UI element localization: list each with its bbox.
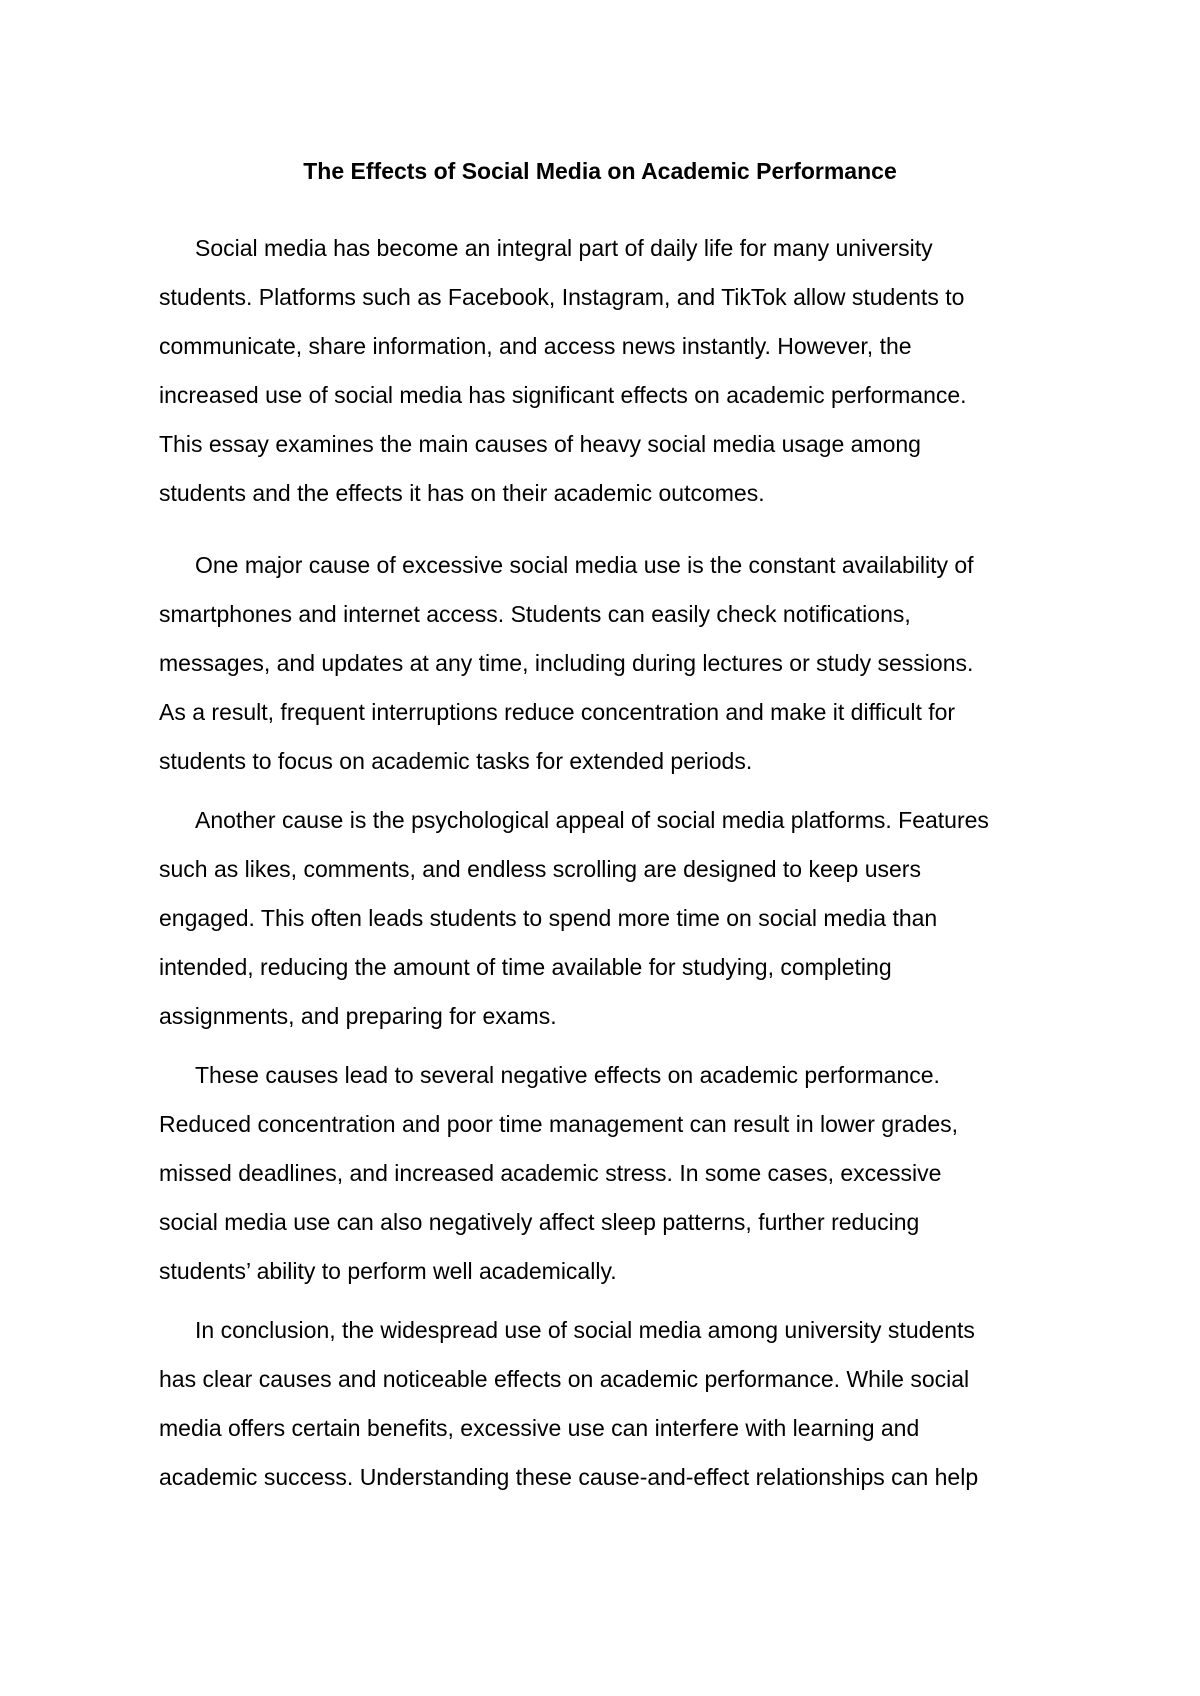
paragraph-conclusion — [159, 1306, 1039, 1502]
paragraph-line: messages, and updates at any time, including during lectures or study sessions. — [159, 650, 974, 676]
paragraph-line: increased use of social media has significant effects on academic performance. — [159, 382, 967, 408]
paragraph-line: academic success. Understanding these cause-and-effect relationships can help — [159, 1464, 979, 1490]
paragraph-line: assignments, and preparing for exams. — [159, 1003, 557, 1029]
paragraph-line: such as likes, comments, and endless scrolling are designed to keep users — [159, 856, 921, 882]
paragraph-introduction — [159, 224, 1039, 518]
paragraph-line: One major cause of excessive social media use is the constant availability of — [195, 552, 974, 578]
paragraph-line: Another cause is the psychological appeal of social media platforms. Features — [195, 807, 989, 833]
paragraph-line: engaged. This often leads students to spend more time on social media than — [159, 905, 938, 931]
paragraph-line: media offers certain benefits, excessive use can interfere with learning and — [159, 1415, 920, 1441]
document-title: The Effects of Social Media on Academic Performance — [303, 158, 897, 184]
paragraph-effects — [159, 1051, 1039, 1296]
paragraph-line: students to focus on academic tasks for extended periods. — [159, 748, 753, 774]
paragraph-line: Reduced concentration and poor time management can result in lower grades, — [159, 1111, 959, 1137]
paragraph-line: students’ ability to perform well academically. — [159, 1258, 617, 1284]
paragraph-line: missed deadlines, and increased academic stress. In some cases, excessive — [159, 1160, 942, 1186]
paragraph-line: intended, reducing the amount of time available for studying, completing — [159, 954, 892, 980]
paragraph-cause-availability — [159, 541, 1039, 786]
paragraph-line: These causes lead to several negative effects on academic performance. — [195, 1062, 940, 1088]
paragraph-cause-psychological — [159, 796, 1039, 1041]
paragraph-line: students and the effects it has on their academic outcomes. — [159, 480, 765, 506]
paragraph-line: As a result, frequent interruptions reduce concentration and make it difficult for — [159, 699, 956, 725]
paragraph-line: This essay examines the main causes of heavy social media usage among — [159, 431, 921, 457]
paragraph-line: communicate, share information, and access news instantly. However, the — [159, 333, 912, 359]
paragraph-line: Social media has become an integral part of daily life for many university — [195, 235, 933, 261]
paragraph-line: smartphones and internet access. Students can easily check notifications, — [159, 601, 911, 627]
paragraph-line: students. Platforms such as Facebook, Instagram, and TikTok allow students to — [159, 284, 965, 310]
paragraph-line: social media use can also negatively affect sleep patterns, further reducing — [159, 1209, 920, 1235]
paragraph-line: In conclusion, the widespread use of social media among university students — [195, 1317, 975, 1343]
paragraph-line: has clear causes and noticeable effects on academic performance. While social — [159, 1366, 970, 1392]
